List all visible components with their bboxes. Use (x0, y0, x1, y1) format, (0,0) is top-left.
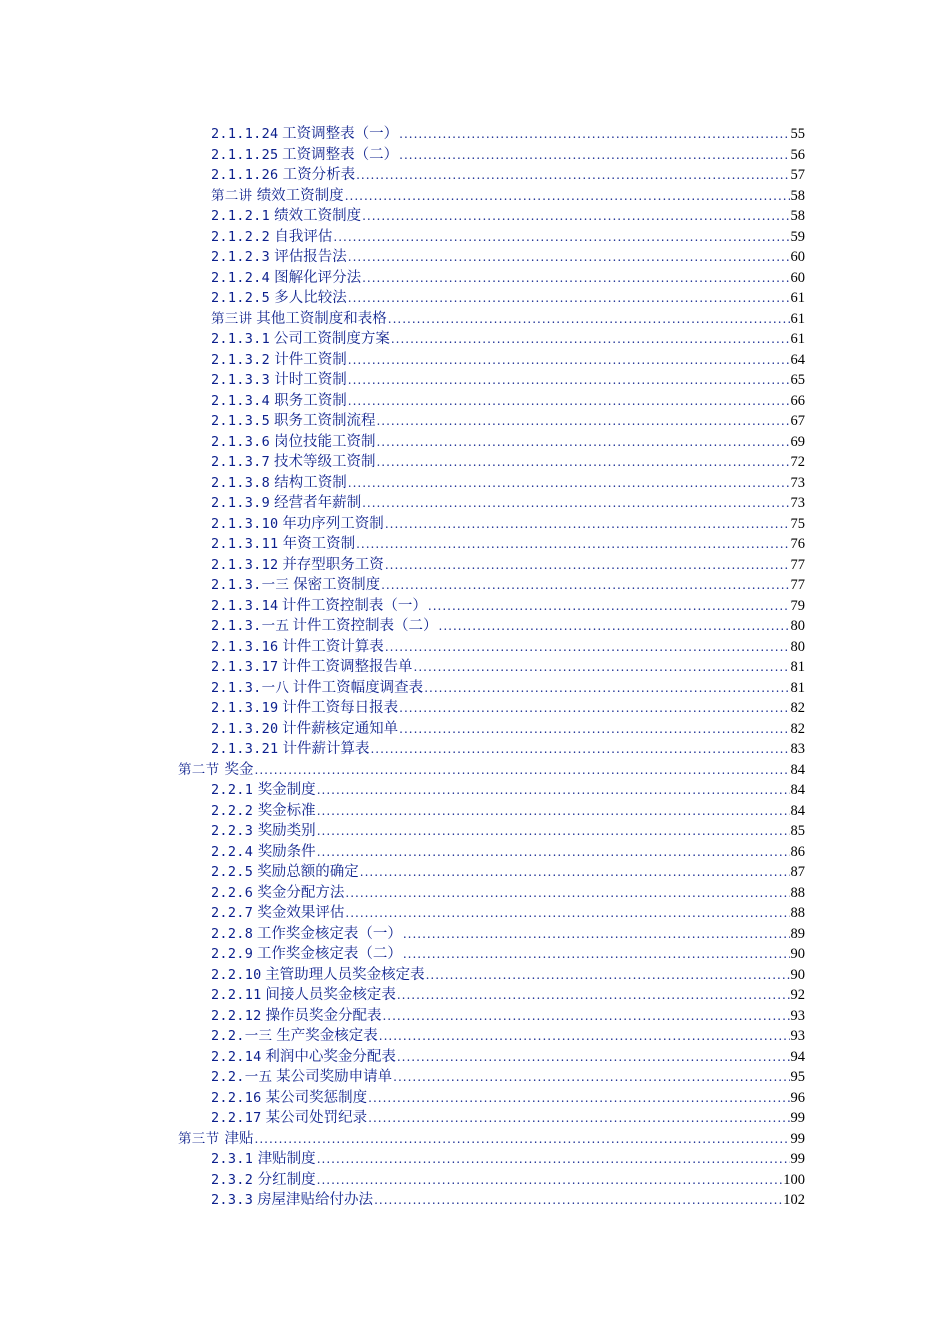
toc-entry-page-number: 82 (790, 700, 805, 716)
toc-entry[interactable] (0, 1170, 950, 1191)
toc-entry-page-number: 84 (790, 802, 805, 819)
toc-entry[interactable] (0, 1067, 950, 1088)
toc-entry-title: 年资工资制 (282, 536, 356, 552)
toc-entry-page-number: 58 (790, 208, 805, 224)
toc-dot-leader (376, 452, 789, 473)
toc-dot-leader (403, 924, 790, 945)
toc-dot-leader (368, 1108, 789, 1129)
toc-entry-number: 2.2.9 (211, 946, 254, 962)
toc-entry[interactable] (0, 247, 950, 268)
toc-entry-page-number: 75 (790, 515, 805, 532)
toc-entry-page-number: 95 (790, 1069, 805, 1085)
toc-entry-number: 2.2.3 (211, 823, 254, 839)
toc-entry[interactable] (0, 698, 950, 719)
toc-entry-number: 2.2.17 (211, 1110, 262, 1126)
toc-entry-page-number: 82 (790, 720, 805, 737)
toc-entry-page-number: 83 (790, 741, 805, 757)
toc-dot-leader (426, 965, 790, 986)
toc-dot-leader (348, 370, 790, 391)
toc-entry-page-number: 65 (790, 372, 805, 388)
toc-entry-title: 分红制度 (257, 1171, 316, 1188)
toc-dot-leader (381, 575, 789, 596)
toc-entry-title: 奖金制度 (257, 782, 316, 798)
toc-entry-number: 2.1.2.5 (211, 290, 270, 306)
toc-entry-page-number: 88 (790, 905, 805, 921)
toc-entry-page-number: 58 (790, 187, 805, 204)
toc-entry-number: 2.2.4 (211, 843, 254, 860)
toc-entry-page-number: 93 (790, 1007, 805, 1024)
toc-entry[interactable] (0, 206, 950, 227)
toc-entry-number: 2.1.3.5 (211, 413, 270, 429)
toc-dot-leader (374, 1190, 782, 1211)
toc-entry-title: 绩效工资制度 (274, 208, 362, 224)
toc-entry-title: 奖金分配方法 (257, 884, 345, 901)
toc-entry-number: 2.2.6 (211, 884, 254, 901)
toc-dot-leader (317, 780, 790, 801)
toc-entry-number: 2.1.3.21 (211, 741, 279, 757)
toc-dot-leader (399, 719, 789, 740)
toc-entry-page-number: 99 (790, 1151, 805, 1167)
toc-entry-page-number: 89 (790, 925, 805, 942)
toc-entry-title: 年功序列工资制 (282, 515, 384, 532)
toc-entry-number: 2.2.10 (211, 966, 262, 983)
toc-dot-leader (370, 739, 789, 760)
toc-dot-leader (348, 473, 790, 494)
toc-entry[interactable] (0, 780, 950, 801)
toc-entry-title: 奖励类别 (257, 823, 316, 839)
toc-entry-page-number: 69 (790, 433, 805, 450)
toc-entry-number: 2.1.3.一三 (211, 577, 290, 593)
toc-entry-number: 2.1.3.一八 (211, 679, 290, 696)
toc-entry-page-number: 73 (790, 495, 805, 511)
toc-entry-title: 其他工资制度和表格 (256, 310, 387, 327)
toc-entry-number: 2.2.11 (211, 987, 262, 1003)
toc-entry-title: 奖金标准 (257, 802, 316, 819)
toc-entry-page-number: 61 (790, 290, 805, 306)
toc-entry[interactable] (0, 862, 950, 883)
toc-entry-title: 计件工资幅度调查表 (292, 679, 424, 696)
toc-entry[interactable] (0, 555, 950, 576)
toc-entry[interactable] (0, 596, 950, 617)
toc-dot-leader (345, 186, 790, 207)
toc-dot-leader (385, 514, 790, 535)
toc-dot-leader (348, 350, 790, 371)
toc-entry-title: 技术等级工资制 (273, 454, 376, 470)
toc-entry[interactable] (0, 268, 950, 289)
toc-entry-number: 2.2.5 (211, 864, 254, 880)
toc-entry[interactable] (0, 575, 950, 596)
toc-entry-page-number: 64 (790, 351, 805, 368)
toc-entry[interactable] (0, 411, 950, 432)
toc-entry-page-number: 61 (790, 331, 805, 347)
toc-entry-page-number: 90 (790, 946, 805, 962)
toc-entry-number: 第三讲 (211, 310, 253, 327)
toc-entry-page-number: 99 (790, 1110, 805, 1126)
toc-dot-leader (379, 1026, 790, 1047)
toc-entry-page-number: 81 (790, 679, 805, 696)
toc-entry-title: 并存型职务工资 (282, 556, 384, 573)
toc-entry-title: 自我评估 (274, 228, 333, 245)
toc-entry-number: 2.1.2.4 (211, 269, 270, 286)
toc-dot-leader (255, 760, 790, 781)
toc-dot-leader (397, 985, 790, 1006)
toc-entry-page-number: 99 (790, 1130, 805, 1147)
toc-entry-page-number: 60 (790, 249, 805, 265)
toc-entry-number: 第二讲 (211, 187, 253, 204)
toc-entry-title: 操作员奖金分配表 (265, 1007, 382, 1024)
toc-dot-leader (255, 1129, 790, 1150)
toc-entry-page-number: 57 (790, 167, 805, 183)
toc-dot-leader (348, 391, 790, 412)
toc-entry[interactable] (0, 944, 950, 965)
toc-dot-leader (317, 842, 790, 863)
toc-entry[interactable] (0, 391, 950, 412)
toc-entry-number: 2.1.2.3 (211, 249, 270, 265)
toc-entry-page-number: 79 (790, 597, 805, 614)
toc-entry[interactable] (0, 1129, 950, 1150)
toc-entry[interactable] (0, 452, 950, 473)
toc-entry-title: 主管助理人员奖金核定表 (265, 966, 425, 983)
toc-entry[interactable] (0, 329, 950, 350)
toc-dot-leader (362, 206, 789, 227)
toc-entry-title: 奖励总额的确定 (257, 864, 359, 880)
toc-entry[interactable] (0, 186, 950, 207)
toc-dot-leader (403, 944, 790, 965)
toc-entry[interactable] (0, 842, 950, 863)
toc-entry-number: 2.2.14 (211, 1048, 262, 1065)
toc-entry-title: 多人比较法 (274, 290, 347, 306)
toc-entry-number: 2.1.3.一五 (211, 618, 290, 634)
toc-dot-leader (362, 493, 789, 514)
toc-dot-leader (388, 309, 790, 330)
toc-dot-leader (360, 862, 790, 883)
toc-entry-number: 2.3.3 (211, 1192, 254, 1208)
toc-entry-page-number: 66 (790, 392, 805, 409)
toc-entry-page-number: 73 (790, 474, 805, 491)
toc-entry-page-number: 94 (790, 1048, 805, 1065)
toc-entry-title: 绩效工资制度 (256, 187, 344, 204)
toc-entry-title: 某公司奖惩制度 (265, 1089, 368, 1106)
toc-entry-page-number: 92 (790, 987, 805, 1003)
toc-entry-title: 利润中心奖金分配表 (265, 1048, 396, 1065)
toc-dot-leader (376, 411, 789, 432)
toc-entry-number: 2.3.2 (211, 1171, 254, 1188)
toc-entry-number: 2.1.3.3 (211, 372, 270, 388)
toc-entry-number: 2.1.2.2 (211, 228, 270, 245)
toc-entry-title: 间接人员奖金核定表 (265, 987, 396, 1003)
toc-entry-number: 2.2.7 (211, 905, 254, 921)
toc-entry-title: 房屋津贴给付办法 (257, 1192, 374, 1208)
toc-entry[interactable] (0, 1108, 950, 1129)
toc-entry-title: 保密工资制度 (293, 577, 381, 593)
toc-entry-number: 2.1.3.6 (211, 433, 270, 450)
toc-entry-page-number: 96 (790, 1089, 805, 1106)
toc-entry-title: 生产奖金核定表 (276, 1028, 378, 1044)
toc-entry[interactable] (0, 1026, 950, 1047)
toc-dot-leader (376, 432, 789, 453)
toc-entry-title: 某公司奖励申请单 (276, 1069, 393, 1085)
toc-entry-title: 计件薪核定通知单 (282, 720, 399, 737)
toc-dot-leader (348, 247, 790, 268)
toc-entry[interactable] (0, 637, 950, 658)
toc-entry-title: 公司工资制度方案 (273, 331, 390, 347)
toc-entry[interactable] (0, 370, 950, 391)
toc-entry[interactable] (0, 965, 950, 986)
toc-entry-number: 2.2.2 (211, 802, 254, 819)
toc-dot-leader (399, 145, 789, 166)
toc-entry-number: 2.2.1 (211, 782, 254, 798)
toc-entry-number: 2.1.3.4 (211, 392, 270, 409)
toc-entry[interactable] (0, 903, 950, 924)
toc-entry-number: 2.1.3.14 (211, 597, 279, 614)
toc-entry-number: 2.2.一五 (211, 1069, 273, 1085)
toc-entry-number: 2.1.3.19 (211, 700, 279, 716)
toc-dot-leader (348, 288, 790, 309)
toc-entry-title: 某公司处罚纪录 (265, 1110, 368, 1126)
toc-dot-leader (317, 821, 790, 842)
toc-entry-title: 计件工资每日报表 (282, 700, 399, 716)
toc-entry[interactable] (0, 657, 950, 678)
toc-entry[interactable] (0, 821, 950, 842)
toc-entry-page-number: 76 (790, 536, 805, 552)
toc-dot-leader (317, 801, 790, 822)
toc-entry-page-number: 102 (783, 1192, 805, 1208)
toc-entry-page-number: 81 (790, 659, 805, 675)
toc-entry-page-number: 100 (783, 1171, 805, 1188)
toc-dot-leader (356, 534, 789, 555)
toc-entry-page-number: 72 (790, 454, 805, 470)
toc-entry-title: 职务工资制流程 (273, 413, 376, 429)
toc-entry-number: 2.1.1.25 (211, 146, 279, 163)
toc-entry-title: 津贴制度 (257, 1151, 316, 1167)
toc-entry-page-number: 77 (790, 577, 805, 593)
toc-dot-leader (439, 616, 790, 637)
toc-entry-page-number: 84 (790, 782, 805, 798)
toc-entry[interactable] (0, 514, 950, 535)
toc-entry-title: 图解化评分法 (274, 269, 362, 286)
toc-entry-title: 岗位技能工资制 (273, 433, 376, 450)
toc-entry-page-number: 85 (790, 823, 805, 839)
toc-entry-number: 2.3.1 (211, 1151, 254, 1167)
toc-dot-leader (393, 1067, 789, 1088)
toc-entry-number: 2.1.3.20 (211, 720, 279, 737)
toc-entry-title: 工作奖金核定表（一） (256, 925, 402, 942)
toc-entry-number: 2.1.3.12 (211, 556, 279, 573)
toc-entry-page-number: 90 (790, 966, 805, 983)
toc-entry[interactable] (0, 145, 950, 166)
toc-entry-number: 2.1.3.16 (211, 638, 279, 655)
toc-entry[interactable] (0, 678, 950, 699)
toc-entry-number: 第三节 (178, 1130, 220, 1147)
toc-dot-leader (333, 227, 789, 248)
toc-entry[interactable] (0, 534, 950, 555)
toc-entry-title: 津贴 (224, 1130, 254, 1147)
toc-entry[interactable] (0, 801, 950, 822)
toc-dot-leader (414, 657, 790, 678)
toc-entry-page-number: 86 (790, 843, 805, 860)
toc-entry-title: 计件工资制 (274, 351, 347, 368)
toc-entry-title: 评估报告法 (274, 249, 347, 265)
toc-entry-number: 2.2.8 (211, 925, 254, 942)
toc-dot-leader (424, 678, 789, 699)
toc-entry-number: 2.2.12 (211, 1007, 262, 1024)
toc-entry-number: 2.1.3.1 (211, 331, 270, 347)
toc-dot-leader (385, 555, 790, 576)
toc-entry[interactable] (0, 616, 950, 637)
toc-entry-title: 计件工资计算表 (282, 638, 384, 655)
toc-entry-page-number: 87 (790, 864, 805, 880)
toc-dot-leader (317, 1170, 783, 1191)
toc-entry-number: 2.1.3.2 (211, 351, 270, 368)
toc-entry-number: 第二节 (178, 761, 220, 778)
toc-entry-page-number: 61 (790, 310, 805, 327)
toc-dot-leader (428, 596, 790, 617)
toc-entry[interactable] (0, 473, 950, 494)
toc-entry-title: 职务工资制 (274, 392, 347, 409)
toc-entry-number: 2.1.1.24 (211, 126, 279, 142)
toc-dot-leader (399, 124, 789, 145)
toc-entry-page-number: 67 (790, 413, 805, 429)
toc-entry[interactable] (0, 432, 950, 453)
toc-entry-title: 奖金效果评估 (257, 905, 345, 921)
toc-entry-title: 计件工资控制表（一） (281, 597, 427, 614)
toc-dot-leader (391, 329, 790, 350)
toc-dot-leader (356, 165, 789, 186)
toc-entry[interactable] (0, 760, 950, 781)
toc-entry-title: 计件工资调整报告单 (282, 659, 413, 675)
toc-entry-title: 工作奖金核定表（二） (256, 946, 402, 962)
toc-entry-page-number: 88 (790, 884, 805, 901)
toc-dot-leader (345, 883, 789, 904)
toc-entry-title: 奖励条件 (257, 843, 316, 860)
toc-entry-title: 奖金 (224, 761, 254, 778)
toc-entry-page-number: 77 (790, 556, 805, 573)
toc-entry-number: 2.1.1.26 (211, 167, 279, 183)
toc-entry-title: 工资分析表 (282, 167, 356, 183)
toc-entry[interactable] (0, 288, 950, 309)
toc-entry[interactable] (0, 1190, 950, 1211)
toc-dot-leader (317, 1149, 790, 1170)
toc-entry[interactable] (0, 1149, 950, 1170)
toc-entry-number: 2.2.一三 (211, 1028, 273, 1044)
toc-entry-page-number: 55 (790, 126, 805, 142)
toc-entry[interactable] (0, 165, 950, 186)
toc-entry[interactable] (0, 124, 950, 145)
toc-entry-title: 计件工资控制表（二） (292, 618, 438, 634)
toc-entry-title: 结构工资制 (274, 474, 347, 491)
toc-entry-page-number: 93 (790, 1028, 805, 1044)
toc-entry-title: 经营者年薪制 (274, 495, 362, 511)
toc-dot-leader (397, 1047, 790, 1068)
toc-entry-page-number: 80 (790, 638, 805, 655)
toc-dot-leader (385, 637, 790, 658)
toc-dot-leader (399, 698, 789, 719)
toc-entry-number: 2.1.3.10 (211, 515, 279, 532)
toc-entry[interactable] (0, 1047, 950, 1068)
toc-entry-number: 2.1.3.17 (211, 659, 279, 675)
toc-entry-page-number: 56 (790, 146, 805, 163)
toc-dot-leader (382, 1006, 789, 1027)
toc-entry[interactable] (0, 739, 950, 760)
toc-entry-title: 工资调整表（二） (282, 146, 399, 163)
toc-entry-title: 计件薪计算表 (282, 741, 370, 757)
toc-entry[interactable] (0, 719, 950, 740)
toc-entry[interactable] (0, 883, 950, 904)
toc-entry[interactable] (0, 985, 950, 1006)
toc-entry[interactable] (0, 924, 950, 945)
toc-entry[interactable] (0, 1006, 950, 1027)
toc-entry-number: 2.1.3.8 (211, 474, 270, 491)
toc-entry-number: 2.1.3.11 (211, 536, 279, 552)
toc-entry-number: 2.2.16 (211, 1089, 262, 1106)
toc-entry-title: 计时工资制 (274, 372, 347, 388)
toc-entry[interactable] (0, 1088, 950, 1109)
toc-entry-title: 工资调整表（一） (282, 126, 399, 142)
table-of-contents (0, 124, 950, 1211)
toc-entry-number: 2.1.3.7 (211, 454, 270, 470)
toc-entry-page-number: 80 (790, 618, 805, 634)
toc-entry-number: 2.1.2.1 (211, 208, 270, 224)
toc-entry[interactable] (0, 493, 950, 514)
toc-dot-leader (362, 268, 789, 289)
toc-entry[interactable] (0, 309, 950, 330)
toc-entry[interactable] (0, 350, 950, 371)
toc-entry[interactable] (0, 227, 950, 248)
toc-entry-page-number: 84 (790, 761, 805, 778)
toc-dot-leader (345, 903, 789, 924)
toc-entry-page-number: 60 (790, 269, 805, 286)
toc-entry-number: 2.1.3.9 (211, 495, 270, 511)
toc-entry-page-number: 59 (790, 228, 805, 245)
toc-dot-leader (368, 1088, 789, 1109)
